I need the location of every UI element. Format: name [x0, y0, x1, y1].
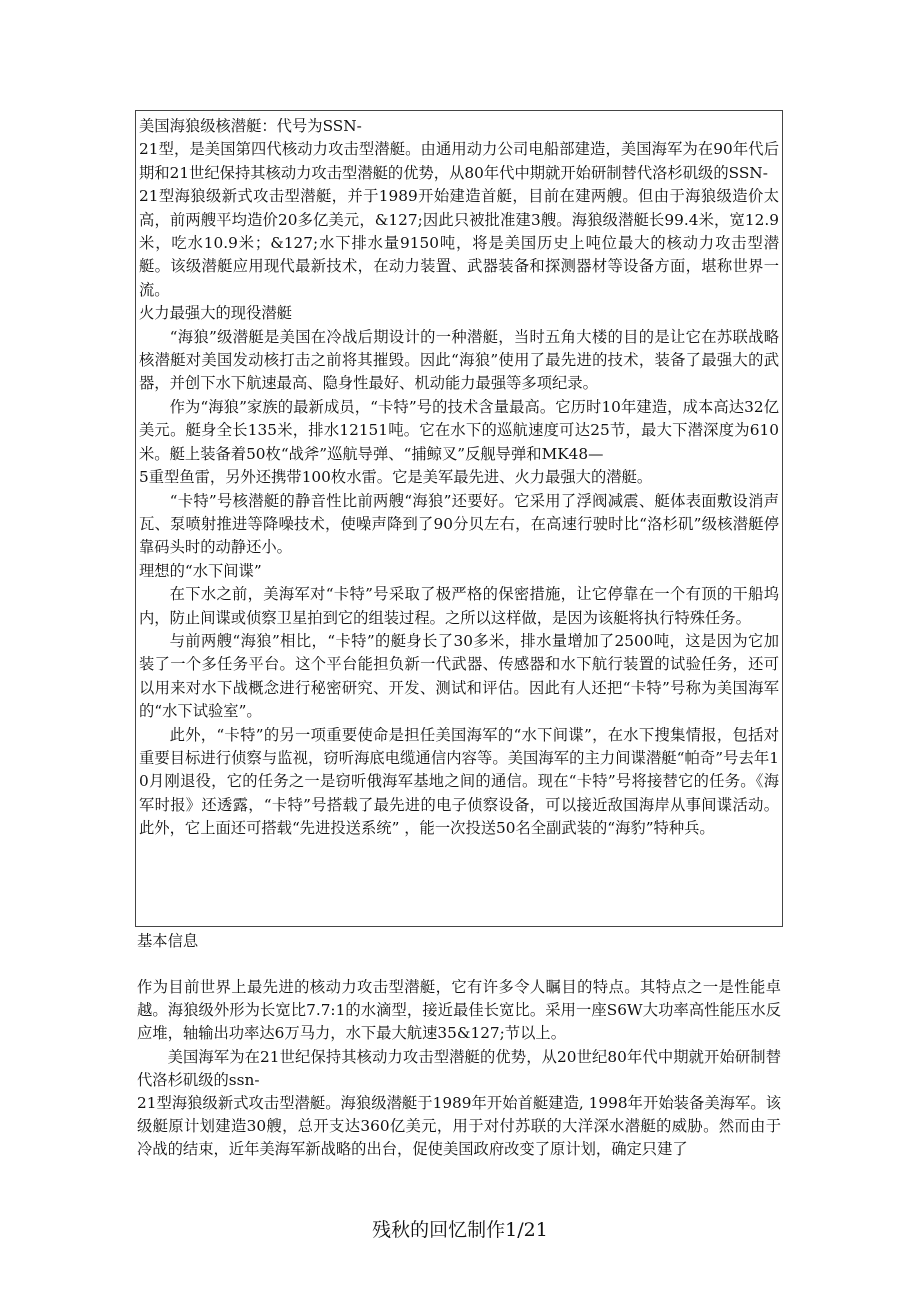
- basic-info-body: [137, 976, 781, 1162]
- section1-paragraph-1: “海狼”级潜艇是美国在冷战后期设计的一种潜艇，当时五角大楼的目的是让它在苏联战略核潜艇对美国发动核打击之前将其摧毁。因此“海狼”使用了最先进的技术，装备了最强大的武器，并创下水下航速最高、隐身性最好、机动能力最强等多项纪录。: [139, 327, 779, 393]
- basic-info-paragraph-2: 美国海军为在21世纪保持其核动力攻击型潜艇的优势，从20世纪80年代中期就开始研制替代洛杉矶级的ssn- 21型海狼级新式攻击型潜艇。海狼级潜艇于1989年开始首艇建造, 1998年开始装备美海军。该级艇原计划建造30艘，总开支达360亿美元，用于对付苏联的大洋深水潜艇的威胁。然而由于冷战的结束，近年美海军新战略的出台，促使美国政府改变了原计划，确定只建了: [137, 1047, 781, 1159]
- basic-info-paragraph-1: 作为目前世界上最先进的核动力攻击型潜艇，它有许多令人瞩目的特点。其特点之一是性能卓越。海狼级外形为长宽比7.7:1的水滴型，接近最佳长宽比。采用一座S6W大功率高性能压水反应堆，轴输出功率达6万马力，水下最大航速35&127;节以上。: [137, 978, 781, 1043]
- section2-paragraph-3: 此外，“卡特”的另一项重要使命是担任美国海军的“水下间谍”，在水下搜集情报，包括对重要目标进行侦察与监视，窃听海底电缆通信内容等。美国海军的主力间谍潜艇“帕奇”号去年10月刚退役，它的任务之一是窃听俄海军基地之间的通信。现在“卡特”号将接替它的任务。《海军时报》还透露，“卡特”号搭载了最先进的电子侦察设备，可以接近敌国海岸从事间谍活动。此外，它上面还可搭载“先进投送系统” ，能一次投送50名全副武装的“海豹”特种兵。: [139, 725, 779, 838]
- section-heading-spy: 理想的“水下间谍”: [139, 561, 262, 580]
- section1-paragraph-2: 作为“海狼”家族的最新成员，“卡特”号的技术含量最高。它历时10年建造，成本高达32亿美元。艇身全长135米，排水12151吨。它在水下的巡航速度可达25节，最大下潜深度为610米。艇上装备着50枚“战斧”巡航导弹、“捕鲸叉”反舰导弹和MK48— 5重型鱼雷，另外还携带100枚水雷。它是美军最先进、火力最强大的潜艇。: [139, 397, 779, 487]
- section-heading-firepower: 火力最强大的现役潜艇: [139, 304, 292, 323]
- basic-info-heading: 基本信息: [137, 932, 199, 950]
- section2-paragraph-2: 与前两艘“海狼”相比，“卡特”的艇身长了30多米，排水量增加了2500吨，这是因为它加装了一个多任务平台。这个平台能担负新一代武器、传感器和水下航行装置的试验任务，还可以用来对水下战概念进行秘密研究、开发、测试和评估。因此有人还把“卡特”号称为美国海军的“水下试验室”。: [139, 631, 779, 721]
- intro-paragraph: 美国海狼级核潜艇：代号为SSN- 21型，是美国第四代核动力攻击型潜艇。由通用动力公司电船部建造，美国海军为在90年代后期和21世纪保持其核动力攻击型潜艇的优势，从80年代中期就开始研制替代洛杉矶级的SSN- 21型海狼级新式攻击型潜艇，并于1989开始建造首艇，目前在建两艘。但由于海狼级造价太高，前两艘平均造价20多亿美元，&127;因此只被批准建3艘。海狼级潜艇长99.4米，宽12.9米，吃水10.9米；&127;水下排水量9150吨，将是美国历史上吨位最大的核动力攻击型潜艇。该级潜艇应用现代最新技术，在动力装置、武器装备和探测器材等设备方面，堪称世界一流。: [139, 117, 779, 299]
- section2-paragraph-1: 在下水之前，美海军对“卡特”号采取了极严格的保密措施，让它停靠在一个有顶的干船坞内，防止间谍或侦察卫星拍到它的组装过程。之所以这样做，是因为该艇将执行特殊任务。: [139, 585, 779, 627]
- boxed-article: [135, 110, 783, 927]
- page-footer: 残秋的回忆制作1/21: [372, 1219, 548, 1241]
- section1-paragraph-3: “卡特”号核潜艇的静音性比前两艘“海狼”还要好。它采用了浮阀减震、艇体表面敷设消声瓦、泵喷射推进等降噪技术，使噪声降到了90分贝左右，在高速行驶时比“洛杉矶”级核潜艇停靠码头时的动静还小。: [139, 491, 779, 557]
